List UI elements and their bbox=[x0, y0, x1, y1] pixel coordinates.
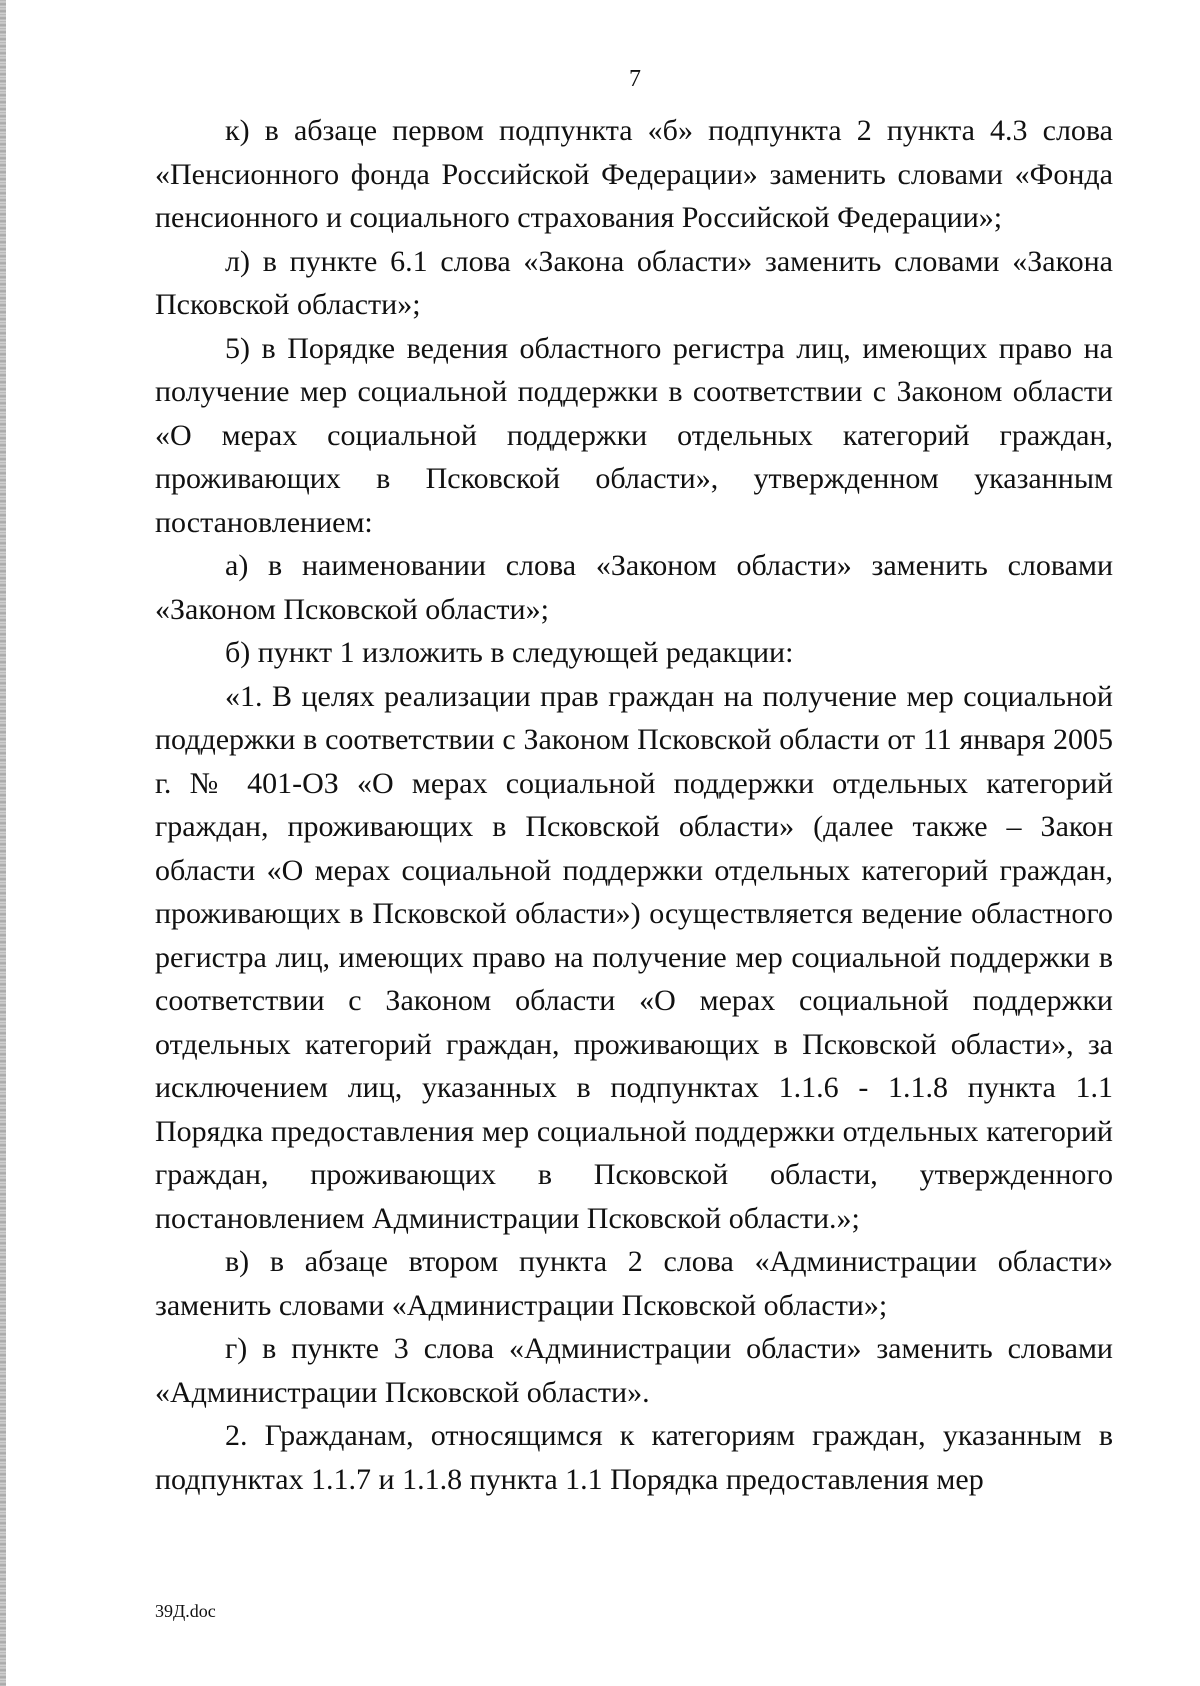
paragraph-v: в) в абзаце втором пункта 2 слова «Администрации области» заменить словами «Администрации Псковской области»; bbox=[155, 1245, 1113, 1322]
paragraph-k: к) в абзаце первом подпункта «б» подпункта 2 пункта 4.3 слова «Пенсионного фонда Российской Федерации» заменить словами «Фонда пенсионного и социального страхования Российской Федерации»; bbox=[155, 114, 1113, 234]
footer-document-code: 39Д.doc bbox=[155, 1601, 216, 1621]
paragraph-a: а) в наименовании слова «Законом области» заменить словами «Законом Псковской области»; bbox=[155, 549, 1113, 626]
paragraph-quoted-1: «1. В целях реализации прав граждан на получение мер социальной поддержки в соответствии с Законом Псковской области от 11 января 2005 г. № 401-ОЗ «О мерах социальной поддержки отдельных категорий граждан, проживающих в Псковской области» (далее также – Закон области «О мерах социальной поддержки отдельных категорий граждан, проживающих в Псковской области») осуществляется ведение областного регистра лиц, имеющих право на получение мер социальной поддержки в соответствии с Законом области «О мерах социальной поддержки отдельных категорий граждан, проживающих в Псковской области», за исключением лиц, указанных в подпунктах 1.1.6 - 1.1.8 пункта 1.1 Порядка предоставления мер социальной поддержки отдельных категорий граждан, проживающих в Псковской области, утвержденного постановлением Администрации Псковской области.»; bbox=[155, 679, 1113, 1235]
page-number: 7 bbox=[629, 66, 641, 92]
paragraph-2: 2. Гражданам, относящимся к категориям граждан, указанным в подпунктах 1.1.7 и 1.1.8 пункта 1.1 Порядка предоставления мер bbox=[155, 1419, 1113, 1496]
scan-edge bbox=[0, 0, 6, 1686]
paragraph-l: л) в пункте 6.1 слова «Закона области» заменить словами «Закона Псковской области»; bbox=[155, 244, 1113, 321]
paragraph-g: г) в пункте 3 слова «Администрации области» заменить словами «Администрации Псковской области». bbox=[155, 1332, 1113, 1409]
paragraph-5: 5) в Порядке ведения областного регистра лиц, имеющих право на получение мер социальной поддержки в соответствии с Законом области «О мерах социальной поддержки отдельных категорий граждан, проживающих в Псковской области», утвержденном указанным постановлением: bbox=[155, 331, 1113, 539]
document-body bbox=[155, 109, 1113, 1501]
paragraph-b: б) пункт 1 изложить в следующей редакции: bbox=[225, 636, 794, 669]
